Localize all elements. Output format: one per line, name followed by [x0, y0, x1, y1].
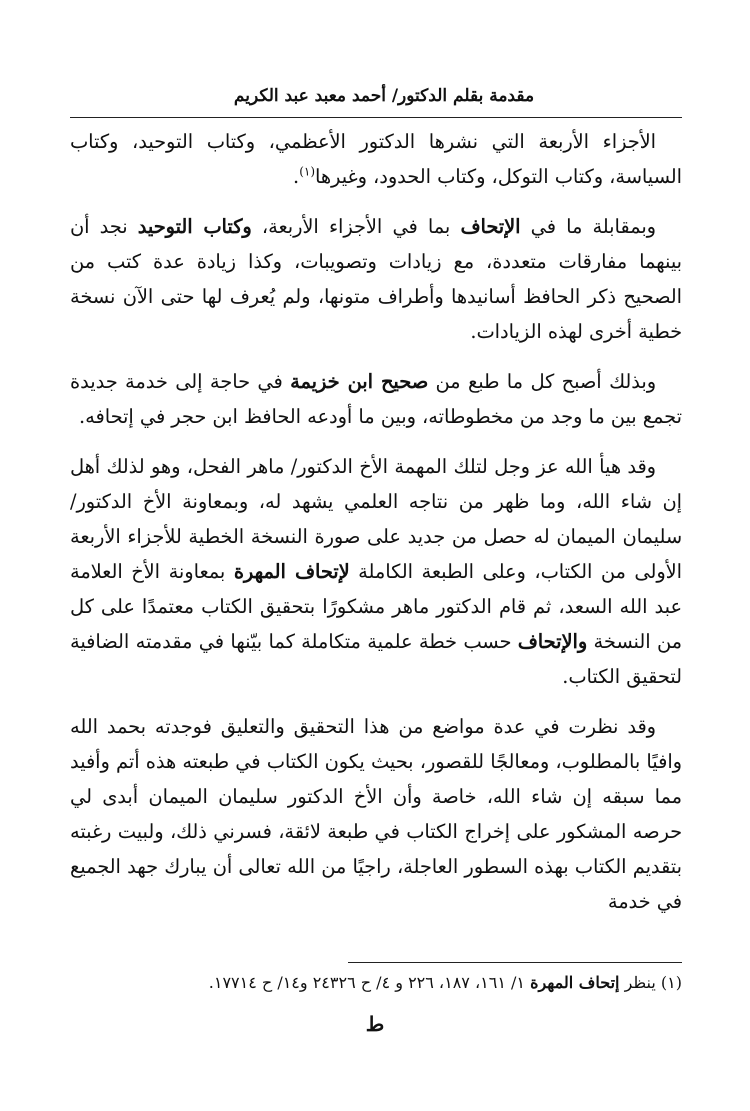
text-segment: وبذلك أصبح كل ما طبع من: [428, 370, 657, 393]
bold-term: وكتاب التوحيد: [137, 215, 252, 238]
text-segment: وقد نظرت في عدة مواضع من هذا التحقيق والتعليق فوجدته بحمد الله وافيًا بالمطلوب، ومعالجًا للقصور، بحيث يكون الكتاب في طبعته هذه أتم وأفيد مما سبقه إن شاء الله، خاصة وأن الأخ الدكتور سليمان الميمان أبدى لي حرصه المشكور على إخراج الكتاب في طبعة لائقة، فسرني ذلك، ولبيت رغبته بتقديم الكتاب بهذه السطور العاجلة، راجيًا من الله تعالى أن يبارك جهد الجميع في خدمة: [70, 715, 682, 913]
paragraph: [70, 209, 682, 349]
bold-term: إتحاف المهرة: [530, 973, 620, 992]
text-segment: في حاجة إلى خدمة جديدة تجمع بين ما وجد من مخطوطاته، وبين ما أودعه الحافظ ابن حجر في إتحافه.: [70, 370, 682, 428]
text-segment: (١) ينظر: [619, 973, 682, 992]
footnote-divider: [348, 962, 682, 963]
main-text: [70, 124, 682, 919]
text-segment: وبمقابلة ما في: [520, 215, 656, 238]
paragraph: [70, 124, 682, 194]
bold-term: الإتحاف: [460, 215, 521, 238]
page-number: ط: [365, 1012, 385, 1036]
text-segment: .: [293, 165, 300, 188]
text-segment: بما في الأجزاء الأربعة،: [251, 215, 461, 238]
bold-term: لإتحاف المهرة: [233, 560, 350, 583]
text-segment: بمعاونة الأخ العلامة عبد الله السعد، ثم قام الدكتور ماهر مشكورًا بتحقيق الكتاب معتمدًا على كل من النسخة: [70, 560, 682, 653]
running-header: مقدمة بقلم الدكتور/ أحمد معبد عبد الكريم: [233, 86, 535, 106]
footnote: [70, 970, 682, 996]
text-segment: نجد أن بينهما مفارقات متعددة، مع زيادات وتصويبات، وكذا زيادة عدة كتب من الصحيح ذكر الحافظ أسانيدها وأطراف متونها، ولم يُعرف لها حتى الآن نسخة خطية أخرى لهذه الزيادات.: [70, 215, 682, 343]
paragraph: [70, 709, 682, 919]
paragraph: [70, 364, 682, 434]
text-segment: الأجزاء الأربعة التي نشرها الدكتور الأعظمي، وكتاب التوحيد، وكتاب السياسة، وكتاب التوكل، وكتاب الحدود، وغيرها: [70, 130, 682, 188]
bold-term: صحيح ابن خزيمة: [290, 370, 429, 393]
text-segment: حسب خطة علمية متكاملة كما بيّنها في مقدمته الضافية لتحقيق الكتاب.: [70, 630, 682, 688]
paragraph: [70, 449, 682, 694]
bold-term: والإتحاف: [517, 630, 588, 653]
text-segment: وقد هيأ الله عز وجل لتلك المهمة الأخ الدكتور/ ماهر الفحل، وهو لذلك أهل إن شاء الله، وما ظهر من نتاجه العلمي يشهد له، وبمعاونة الأخ الدكتور/ سليمان الميمان له حصل من جديد على صورة النسخة الخطية للأجزاء الأربعة الأولى من الكتاب، وعلى الطبعة الكاملة: [70, 455, 683, 583]
header-divider: [70, 117, 682, 118]
text-segment: ١/ ١٦١، ١٨٧، ٢٢٦ و ٤/ ح ٢٤٣٢٦ و١٤/ ح ١٧٧١٤.: [208, 973, 531, 992]
footnote-marker: (١): [299, 164, 316, 179]
